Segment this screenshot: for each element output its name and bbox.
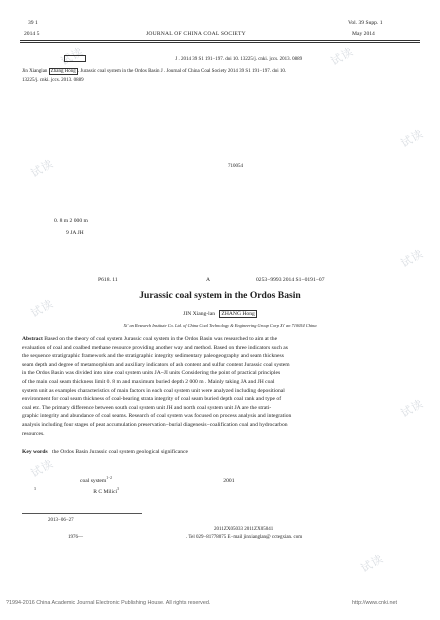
footnote-contact: . Tel 029−81778075 E−mail jinxianglan@ cctegxian. com	[186, 535, 303, 540]
watermark-text: 试读	[398, 246, 426, 271]
citation-en-rest: . Jurassic coal system in the Ordos Basin J . Journal of China Coal Society 2014 39 S1 191−197. doi 10.	[77, 69, 287, 74]
intro-year: 2001	[223, 477, 235, 484]
header-volume-en: Vol. 39 Supp. 1	[348, 20, 383, 26]
intro-ref: 1−2	[106, 476, 112, 480]
citation-cn-text: J . 2014 39 S1 191−197. doi 10. 13225/j. cnki. jccs. 2013. 0889	[175, 56, 303, 62]
intro-ref-left: 3	[34, 487, 36, 491]
header-date-en: May 2014	[352, 31, 375, 37]
watermark-text: 试读	[58, 44, 86, 69]
header-volume-cn: 39 1	[28, 20, 38, 26]
intro-line2	[34, 486, 119, 496]
cn-abstract-line1: 0. 8 m 2 000 m	[54, 218, 88, 224]
abstract-line: seam depth and degree of metamorphism and auxiliary indicators of ash content and sulfur content Jurassic coal system	[22, 361, 290, 368]
document-code: A	[206, 277, 211, 283]
author-boxed: ZHANG Hong	[221, 311, 255, 317]
abstract-line: in the Ordos Basin was divided into nine coal system units JA~JI units Considering the point of practical principles	[22, 370, 281, 377]
abstract-line: analysis including four stages of peat accumulation preservation−burial diagenesis−coalification coal and hydrocarbon	[22, 421, 288, 428]
abstract-line: resources.	[22, 430, 45, 437]
abstract-line: system unit as examples characteristics of main factors in each coal system unit were analyzed including depositional	[22, 387, 285, 394]
watermark-text: 试读	[28, 156, 56, 181]
article-number: 0253−9993 2014 S1−0191−07	[256, 277, 325, 283]
keywords	[22, 449, 188, 456]
watermark-text: 试读	[398, 396, 426, 421]
affiliation: Xi′ an Research Institute Co. Ltd. of China Coal Technology & Engineering Group Corp Xi′ an 710054 China	[123, 323, 317, 328]
cn-abstract-line2: 9 JA JH	[66, 230, 84, 236]
watermark-text: 试读	[398, 126, 426, 151]
footer-copyright: ?1994-2016 China Academic Journal Electronic Publishing House. All rights reserved.	[6, 600, 211, 606]
header-date-cn: 2014 5	[24, 31, 40, 37]
citation-author-first: Jin Xianglan	[22, 69, 49, 74]
abstract-line: of the main coal seam thickness limit 0. 8 m and maximum buried depth 2 000 m . Mainly taking JA and JH coal	[22, 378, 275, 385]
citation-cn	[64, 55, 302, 63]
footnote-bio-year: 1976—	[68, 535, 83, 540]
abstract-line: graphic integrity and abundance of coal seams. Research of coal system was focused on process analysis and integration	[22, 413, 292, 420]
abstract-label: Abstract	[22, 336, 43, 342]
abstract-line: coal etc. The primary difference between south coal system unit JH and north coal system unit JA are the strati-	[22, 404, 272, 411]
intro-term: coal system	[80, 477, 107, 484]
author-first: JIN Xiang-lan	[183, 311, 216, 317]
footnote-rule	[22, 513, 142, 514]
keywords-text: the Ordos Basin Jurassic coal system geological significance	[52, 449, 188, 455]
watermark-text: 试读	[358, 551, 386, 576]
abstract-line: evaluation of coal and coalbed methane resource providing another way and method. Based on three indicators such as	[22, 344, 288, 351]
article-title: Jurassic coal system in the Ordos Basin	[139, 290, 301, 301]
citation-author-box	[64, 55, 86, 62]
watermark-text: 试读	[28, 456, 56, 481]
citation-en-line2: 13225/j. cnki. jccs. 2013. 0889	[22, 78, 84, 83]
abstract-line: environment for coal seam thickness of coal-bearing strata integrity of coal seam buried depth coal rank and type of	[22, 396, 282, 403]
footer-url: http://www.cnki.net	[352, 600, 397, 606]
header-rule	[20, 42, 420, 43]
author-line	[0, 311, 440, 318]
clc-number: P618. 11	[98, 277, 118, 283]
footnote-date: 2013−06−27	[48, 518, 74, 523]
citation-author-boxed: Zhang Hong	[50, 69, 76, 74]
cn-postcode: 710054	[228, 164, 243, 169]
abstract-line: Based on the theory of coal system Jurassic coal system in the Ordos Basin was researched to aim at the	[44, 336, 278, 342]
citation-en-line1	[22, 69, 286, 76]
abstract-line: the sequence stratigraphic framework and the stratigraphic integrity sedimentary paleogeography and seam thickness	[22, 353, 284, 360]
watermark-text: 试读	[328, 44, 356, 69]
intro-line1	[80, 475, 234, 485]
watermark-text: 试读	[28, 296, 56, 321]
footnote-fund: 2011ZX05033 2011ZX05041	[214, 527, 274, 532]
intro-name: R C Milici	[93, 488, 118, 495]
intro-ref: 3	[117, 487, 119, 491]
keywords-label: Key words	[22, 449, 48, 455]
header-journal-name: JOURNAL OF CHINA COAL SOCIETY	[146, 31, 246, 37]
abstract	[22, 335, 418, 438]
